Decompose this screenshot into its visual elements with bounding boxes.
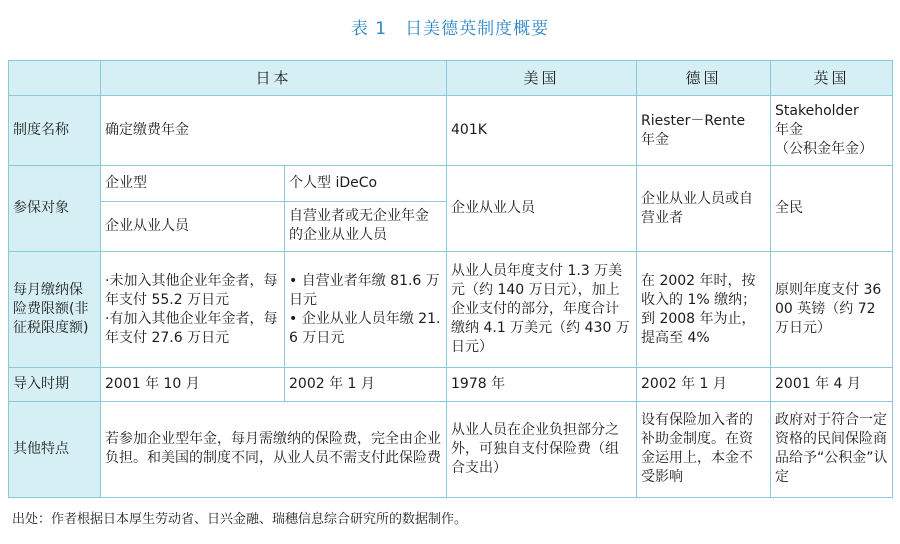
fee-item: • 企业从业人员年缴 21.6 万日元 — [289, 310, 441, 346]
row-label-target: 参保对象 — [9, 166, 101, 252]
header-row — [9, 61, 893, 96]
table-row — [9, 401, 893, 497]
cell-name-germany — [637, 96, 771, 166]
source-note: 出处：作者根据日本厚生劳动省、日兴金融、瑞穗信息综合研究所的数据制作。 — [12, 512, 468, 527]
cell-fee-uk: 原则年度支付 3600 英镑（约 72 万日元） — [771, 252, 893, 368]
cell-date-japan-ideco: 2002 年 1 月 — [285, 368, 447, 401]
name-uk-line: Stakeholder — [775, 103, 859, 120]
header-blank — [9, 61, 101, 96]
cell-name-uk — [771, 96, 893, 166]
table-row — [9, 96, 893, 166]
table-title: 表 1 日美德英制度概要 — [350, 19, 550, 39]
cell-fee-usa: 从业人员年度支付 1.3 万美元（约 140 万日元），加上企业支付的部分，年度合计缴纳 4.1 万美元（约 430 万日元） — [447, 252, 637, 368]
header-uk: 英国 — [771, 61, 893, 96]
cell-name-japan: 确定缴费年金 — [101, 96, 447, 166]
cell-date-uk: 2001 年 4 月 — [771, 368, 893, 401]
fee-item: ·有加入其他企业年金者，每年支付 27.6 万日元 — [105, 310, 278, 346]
cell-japan-ideco-target: 自营业者或无企业年金的企业从业人员 — [285, 201, 447, 252]
fee-item: • 自营业者年缴 81.6 万日元 — [289, 272, 440, 308]
cell-target-usa: 企业从业人员 — [447, 166, 637, 252]
row-label-name: 制度名称 — [9, 96, 101, 166]
header-usa: 美国 — [447, 61, 637, 96]
cell-target-germany: 企业从业人员或自营业者 — [637, 166, 771, 252]
table-row — [9, 166, 893, 201]
table-row — [9, 368, 893, 401]
cell-date-japan-corp: 2001 年 10 月 — [101, 368, 285, 401]
cell-fee-germany: 在 2002 年时，按收入的 1% 缴纳；到 2008 年为止，提高至 4% — [637, 252, 771, 368]
table-row — [9, 252, 893, 368]
header-germany: 德国 — [637, 61, 771, 96]
cell-other-japan: 若参加企业型年金，每月需缴纳的保险费，完全由企业负担。和美国的制度不同，从业人员不需支付此保险费 — [101, 401, 447, 497]
cell-other-germany: 设有保险加入者的补助金制度。在资金运用上，本金不受影响 — [637, 401, 771, 497]
cell-other-usa: 从业人员在企业负担部分之外，可独自支付保险费（组合支出） — [447, 401, 637, 497]
header-japan: 日本 — [101, 61, 447, 96]
cell-name-usa: 401K — [447, 96, 637, 166]
name-uk-line: 年金 — [775, 122, 804, 139]
cell-target-uk: 全民 — [771, 166, 893, 252]
name-germany-line: 年金 — [641, 131, 670, 148]
cell-japan-corp-target: 企业从业人员 — [101, 201, 285, 252]
row-label-other: 其他特点 — [9, 401, 101, 497]
cell-date-germany: 2002 年 1 月 — [637, 368, 771, 401]
name-germany-line: Riester－Rente — [641, 112, 746, 129]
row-label-date: 导入时期 — [9, 368, 101, 401]
cell-fee-japan-corp — [101, 252, 285, 368]
cell-fee-japan-ideco — [285, 252, 447, 368]
name-uk-line: （公积金年金） — [775, 141, 874, 158]
row-label-fee: 每月缴纳保险费限额(非征税限度额) — [9, 252, 101, 368]
comparison-table — [8, 60, 893, 498]
cell-japan-ideco-type: 个人型 iDeCo — [285, 166, 447, 201]
fee-item: ·未加入其他企业年金者，每年支付 55.2 万日元 — [105, 272, 278, 308]
cell-japan-corp-type: 企业型 — [101, 166, 285, 201]
cell-date-usa: 1978 年 — [447, 368, 637, 401]
cell-other-uk: 政府对于符合一定资格的民间保险商品给予“公积金”认定 — [771, 401, 893, 497]
